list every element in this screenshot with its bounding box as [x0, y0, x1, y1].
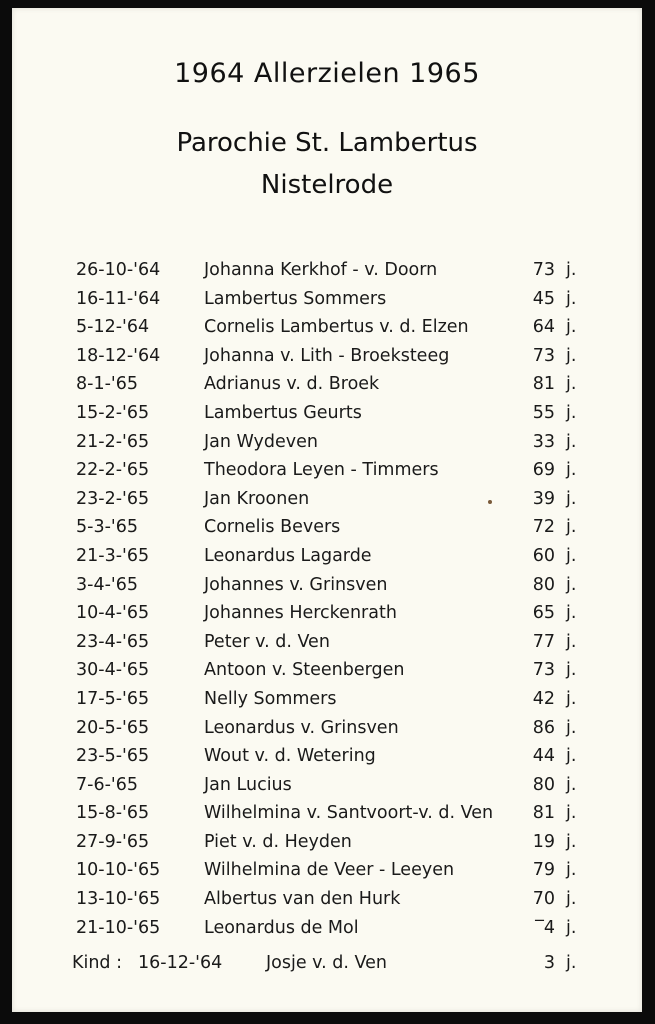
list-item: [12, 571, 642, 600]
list-item: [12, 342, 642, 371]
entry-date: 15-8-'65: [76, 803, 150, 824]
entry-age: 80: [532, 574, 555, 595]
list-item: [12, 370, 642, 399]
entry-date: 3-4-'65: [76, 574, 138, 595]
entry-name: Cornelis Bevers: [204, 517, 341, 538]
entry-age-unit: j.: [566, 574, 577, 595]
list-item: [12, 428, 642, 457]
entry-age: 81: [532, 803, 555, 824]
parish-name: Parochie St. Lambertus: [176, 128, 478, 158]
entry-date: 23-4-'65: [76, 631, 150, 652]
list-item: [12, 685, 642, 714]
entry-age-unit: j.: [566, 402, 577, 423]
entry-date: 13-10-'65: [76, 889, 161, 910]
entry-date: 21-3-'65: [76, 545, 150, 566]
list-item: [12, 599, 642, 628]
list-item: [12, 256, 642, 285]
entry-age-unit: j.: [566, 774, 577, 795]
entry-age: 55: [532, 402, 555, 423]
place-name: Nistelrode: [260, 170, 394, 200]
list-item: [12, 742, 642, 771]
entry-name: Leonardus Lagarde: [204, 545, 372, 566]
entry-age-unit: j.: [566, 374, 577, 395]
entry-name: Albertus van den Hurk: [204, 889, 401, 910]
entry-date: 26-10-'64: [76, 260, 161, 280]
entry-age-unit: j.: [566, 260, 577, 280]
memorial-card: [12, 8, 642, 1012]
entry-date: 10-4-'65: [76, 603, 150, 624]
entry-name: Johannes v. Grinsven: [204, 574, 388, 595]
entry-age: 39: [532, 488, 555, 509]
list-item: [12, 914, 642, 943]
list-item: [12, 456, 642, 485]
entry-age: 69: [532, 460, 555, 481]
entry-date: 21-2-'65: [76, 431, 150, 452]
list-item: [12, 542, 642, 571]
card-title: 1964 Allerzielen 1965: [174, 58, 480, 89]
list-item: [12, 771, 642, 800]
entry-date: 18-12-'64: [76, 345, 161, 366]
paper-speck: [488, 500, 492, 504]
entry-name: Wilhelmina de Veer - Leeyen: [204, 860, 455, 881]
entry-age: 73: [532, 260, 555, 280]
entry-age-unit: j.: [566, 345, 577, 366]
entry-age-unit: j.: [566, 660, 577, 681]
entry-name: Cornelis Lambertus v. d. Elzen: [204, 317, 469, 338]
entry-age: 77: [532, 631, 555, 652]
entry-age: 44: [532, 746, 555, 767]
entry-date: 7-6-'65: [76, 774, 138, 795]
entry-age: 60: [532, 545, 555, 566]
entry-name: Peter v. d. Ven: [204, 631, 330, 652]
entry-age-unit: j.: [566, 860, 577, 881]
entry-name: Johanna v. Lith - Broeksteeg: [204, 345, 450, 366]
list-item: [12, 399, 642, 428]
entry-date: 20-5-'65: [76, 717, 150, 738]
entry-name: Antoon v. Steenbergen: [204, 660, 405, 681]
entry-name: Johanna Kerkhof - v. Doorn: [204, 260, 438, 280]
entry-date: 15-2-'65: [76, 402, 150, 423]
entry-age-unit: j.: [566, 431, 577, 452]
entry-age: 81: [532, 374, 555, 395]
entry-age-unit: j.: [566, 889, 577, 910]
entry-name: Jan Kroonen: [204, 488, 310, 509]
child-date: 16-12-'64: [138, 953, 223, 973]
entry-name: Nelly Sommers: [204, 688, 337, 709]
entry-name: Jan Lucius: [204, 774, 292, 795]
list-item: [12, 485, 642, 514]
entry-name: Piet v. d. Heyden: [204, 831, 352, 852]
list-item: [12, 513, 642, 542]
entry-age-unit: j.: [566, 603, 577, 624]
list-item: [12, 285, 642, 314]
entry-age-unit: j.: [566, 317, 577, 338]
entry-age: 86: [532, 717, 555, 738]
entry-age-unit: j.: [566, 803, 577, 824]
entry-name: Johannes Herckenrath: [204, 603, 397, 624]
list-item: [12, 856, 642, 885]
entry-age-unit: j.: [566, 688, 577, 709]
child-age: 3: [543, 953, 555, 973]
entry-age-unit: j.: [566, 488, 577, 509]
list-item: [12, 628, 642, 657]
entry-age: ‾4: [535, 917, 555, 938]
entry-age: 72: [532, 517, 555, 538]
entry-age: 19: [532, 831, 555, 852]
entry-age-unit: j.: [566, 545, 577, 566]
entry-age: 73: [532, 660, 555, 681]
entry-name: Wilhelmina v. Santvoort-v. d. Ven: [204, 803, 494, 824]
child-label: Kind :: [72, 953, 122, 973]
entry-age: 73: [532, 345, 555, 366]
entry-age-unit: j.: [566, 631, 577, 652]
entry-date: 17-5-'65: [76, 688, 150, 709]
child-name: Josje v. d. Ven: [266, 953, 388, 973]
deceased-list: [12, 256, 642, 942]
entry-age-unit: j.: [566, 460, 577, 481]
entry-date: 21-10-'65: [76, 917, 161, 938]
entry-age: 65: [532, 603, 555, 624]
list-item: [12, 656, 642, 685]
entry-date: 23-2-'65: [76, 488, 150, 509]
entry-name: Adrianus v. d. Broek: [204, 374, 380, 395]
list-item: [12, 799, 642, 828]
child-age-unit: j.: [566, 953, 577, 973]
entry-age-unit: j.: [566, 517, 577, 538]
entry-name: Jan Wydeven: [204, 431, 318, 452]
entry-date: 5-12-'64: [76, 317, 150, 338]
entry-age-unit: j.: [566, 288, 577, 309]
entry-name: Wout v. d. Wetering: [204, 746, 376, 767]
entry-date: 30-4-'65: [76, 660, 150, 681]
entry-age: 42: [532, 688, 555, 709]
entry-age-unit: j.: [566, 917, 577, 938]
list-item: [12, 313, 642, 342]
entry-age-unit: j.: [566, 831, 577, 852]
entry-age: 33: [532, 431, 555, 452]
entry-date: 10-10-'65: [76, 860, 161, 881]
entry-date: 23-5-'65: [76, 746, 150, 767]
entry-date: 27-9-'65: [76, 831, 150, 852]
entry-age-unit: j.: [566, 717, 577, 738]
list-item: [12, 714, 642, 743]
entry-date: 8-1-'65: [76, 374, 138, 395]
entry-date: 5-3-'65: [76, 517, 138, 538]
entry-name: Leonardus de Mol: [204, 917, 359, 938]
entry-age: 79: [532, 860, 555, 881]
entry-age: 64: [532, 317, 555, 338]
list-item: [12, 885, 642, 914]
entry-date: 16-11-'64: [76, 288, 161, 309]
list-item: [12, 828, 642, 857]
entry-age-unit: j.: [566, 746, 577, 767]
entry-age: 70: [532, 889, 555, 910]
entry-name: Lambertus Geurts: [204, 402, 362, 423]
entry-date: 22-2-'65: [76, 460, 150, 481]
entry-age: 45: [532, 288, 555, 309]
entry-name: Theodora Leyen - Timmers: [204, 460, 439, 481]
entry-name: Lambertus Sommers: [204, 288, 387, 309]
child-entry: [12, 949, 642, 977]
entry-age: 80: [532, 774, 555, 795]
entry-name: Leonardus v. Grinsven: [204, 717, 399, 738]
